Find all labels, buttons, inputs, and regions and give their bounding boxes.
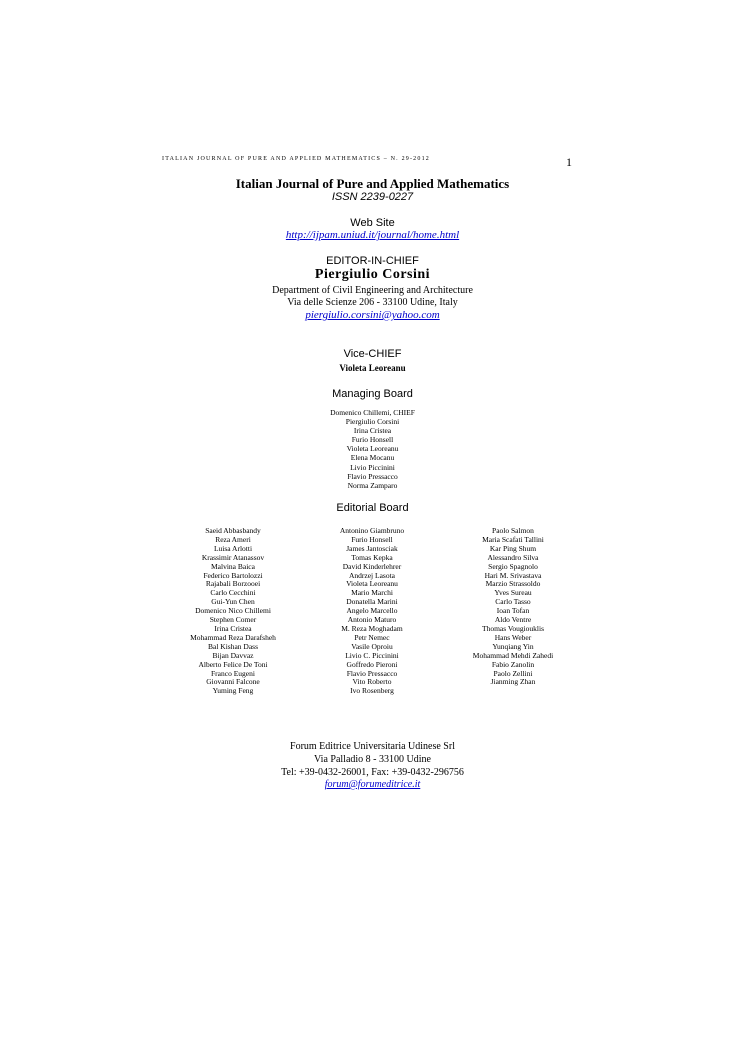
- editorial-board-member: Alberto Felice De Toni: [198, 659, 268, 669]
- issn: ISSN 2239-0227: [331, 191, 414, 203]
- editorial-board-member: Mohammad Mehdi Zahedi: [472, 650, 554, 660]
- editorial-board-member: Tomas Kepka: [351, 552, 393, 562]
- managing-board-member: Livio Piccinini: [350, 462, 395, 472]
- editorial-board-member: Gui-Yun Chen: [211, 597, 255, 607]
- publisher-phone-fax: Tel: +39-0432-26001, Fax: +39-0432-296756: [281, 767, 464, 778]
- managing-board-member: Violeta Leoreanu: [346, 444, 399, 454]
- publisher-email-link[interactable]: forum@forumeditrice.it: [324, 779, 421, 790]
- editorial-board-member: Giovanni Falcone: [206, 677, 260, 687]
- editorial-board-member: Bijan Davvaz: [212, 650, 254, 660]
- editorial-board-member: Mohammad Reza Darafsheh: [190, 632, 276, 642]
- editorial-board-member: Vito Roberto: [352, 677, 392, 687]
- editorial-board-heading: Editorial Board: [336, 502, 409, 514]
- editorial-board-member: Goffredo Pieroni: [346, 659, 398, 669]
- editorial-board-member: Antonio Maturo: [347, 615, 397, 625]
- web-site-link[interactable]: http://ijpam.uniud.it/journal/home.html: [285, 229, 460, 241]
- editorial-board-member: Mario Marchi: [351, 588, 393, 598]
- editorial-board-member: Angelo Marcello: [346, 606, 398, 616]
- editorial-board-member: Flavio Pressacco: [346, 668, 398, 678]
- editorial-board-member: Reza Ameri: [215, 534, 251, 544]
- journal-title: Italian Journal of Pure and Applied Mathematics: [235, 176, 510, 191]
- editorial-board-member: Bal Kishan Dass: [208, 641, 258, 651]
- running-header: ITALIAN JOURNAL OF PURE AND APPLIED MATHEMATICS – N. 29-2012: [162, 156, 430, 162]
- editorial-board-member: Petr Nemec: [354, 632, 390, 642]
- editorial-board-member: Carlo Tasso: [495, 597, 531, 607]
- editorial-board-column-3: [413, 527, 613, 687]
- editorial-board-member: Fabio Zanolin: [491, 659, 535, 669]
- editorial-board-member: James Jantosciak: [346, 543, 398, 553]
- editorial-board-member: Irina Cristea: [214, 623, 252, 633]
- editorial-board-member: Hari M. Srivastava: [484, 570, 542, 580]
- editorial-board-member: Ioan Tofan: [496, 606, 530, 616]
- web-site-heading: Web Site: [350, 217, 395, 229]
- publisher-address: Via Palladio 8 - 33100 Udine: [314, 754, 431, 765]
- editorial-board-member: Violeta Leoreanu: [346, 579, 398, 589]
- editorial-board-member: David Kinderlehrer: [342, 561, 402, 571]
- editorial-board-member: Aldo Ventre: [494, 615, 532, 625]
- editor-in-chief-email-link[interactable]: piergiulio.corsini@yahoo.com: [305, 309, 440, 321]
- editorial-board-member: Antonino Giambruno: [339, 526, 405, 535]
- editorial-board-member: M. Reza Moghadam: [341, 623, 403, 633]
- managing-board-member: Norma Zamparo: [347, 480, 398, 490]
- editorial-board-member: Kar Ping Shum: [489, 543, 537, 553]
- editorial-board-member: Carlo Cecchini: [210, 588, 256, 598]
- managing-board-member: Domenico Chillemi, CHIEF: [330, 408, 415, 417]
- managing-board-member: Flavio Pressacco: [347, 471, 398, 481]
- editor-in-chief-address: Via delle Scienze 206 - 33100 Udine, Italy: [287, 297, 458, 308]
- managing-board-heading: Managing Board: [332, 388, 413, 400]
- editor-in-chief-department: Department of Civil Engineering and Architecture: [272, 285, 473, 296]
- editorial-board-member: Luisa Arlotti: [213, 543, 253, 553]
- managing-board-list: [0, 408, 745, 490]
- vice-chief-heading: Vice-CHIEF: [343, 348, 402, 360]
- publisher-name: Forum Editrice Universitaria Udinese Srl: [290, 741, 455, 752]
- managing-board-member: Irina Cristea: [353, 426, 392, 436]
- editorial-board-member: Livio C. Piccinini: [345, 650, 399, 660]
- managing-board-member: Piergiulio Corsini: [345, 417, 400, 427]
- editorial-board-member: Hans Weber: [494, 632, 532, 642]
- editorial-board-member: Saeid Abbasbandy: [205, 526, 261, 535]
- editorial-board-member: Federico Bartolozzi: [203, 570, 263, 580]
- editorial-board-member: Rajabali Borzooei: [205, 579, 261, 589]
- editorial-board-member: Yves Sureau: [494, 588, 532, 598]
- editorial-board-member: Andrzej Lasota: [348, 570, 396, 580]
- editorial-board-member: Sergio Spagnolo: [488, 561, 538, 571]
- editorial-board-member: Franco Eugeni: [211, 668, 255, 678]
- editorial-board-member: Alessandro Silva: [487, 552, 539, 562]
- editor-in-chief-name: Piergiulio Corsini: [314, 267, 431, 282]
- editorial-board-member: Yuming Feng: [212, 686, 254, 696]
- page-number: 1: [566, 155, 572, 169]
- editorial-board-member: Malvina Baica: [211, 561, 255, 571]
- managing-board-member: Furio Honsell: [351, 435, 394, 445]
- editorial-board-member: Furio Honsell: [351, 534, 393, 544]
- vice-chief-name: Violeta Leoreanu: [339, 363, 406, 373]
- editorial-board-member: Domenico Nico Chillemi: [195, 606, 271, 616]
- editorial-board-member: Donatella Marini: [346, 597, 398, 607]
- editorial-board-member: Jianming Zhan: [490, 677, 536, 687]
- editorial-board-member: Paolo Salmon: [492, 526, 534, 535]
- editorial-board-member: Vasile Oproiu: [351, 641, 393, 651]
- editor-in-chief-heading: EDITOR-IN-CHIEF: [326, 255, 419, 267]
- editorial-board-member: Paolo Zellini: [493, 668, 533, 678]
- editorial-board-member: Ivo Rosenberg: [350, 686, 394, 696]
- editorial-board-member: Stephen Comer: [209, 615, 257, 625]
- editorial-board-member: Krassimir Atanassov: [201, 552, 265, 562]
- editorial-board-member: Maria Scafati Tallini: [482, 534, 544, 544]
- editorial-board-member: Thomas Vougiouklis: [481, 623, 545, 633]
- editorial-board-member: Yunqiang Yin: [492, 641, 534, 651]
- managing-board-member: Elena Mocanu: [350, 453, 395, 463]
- editorial-board-member: Marzio Strassoldo: [485, 579, 541, 589]
